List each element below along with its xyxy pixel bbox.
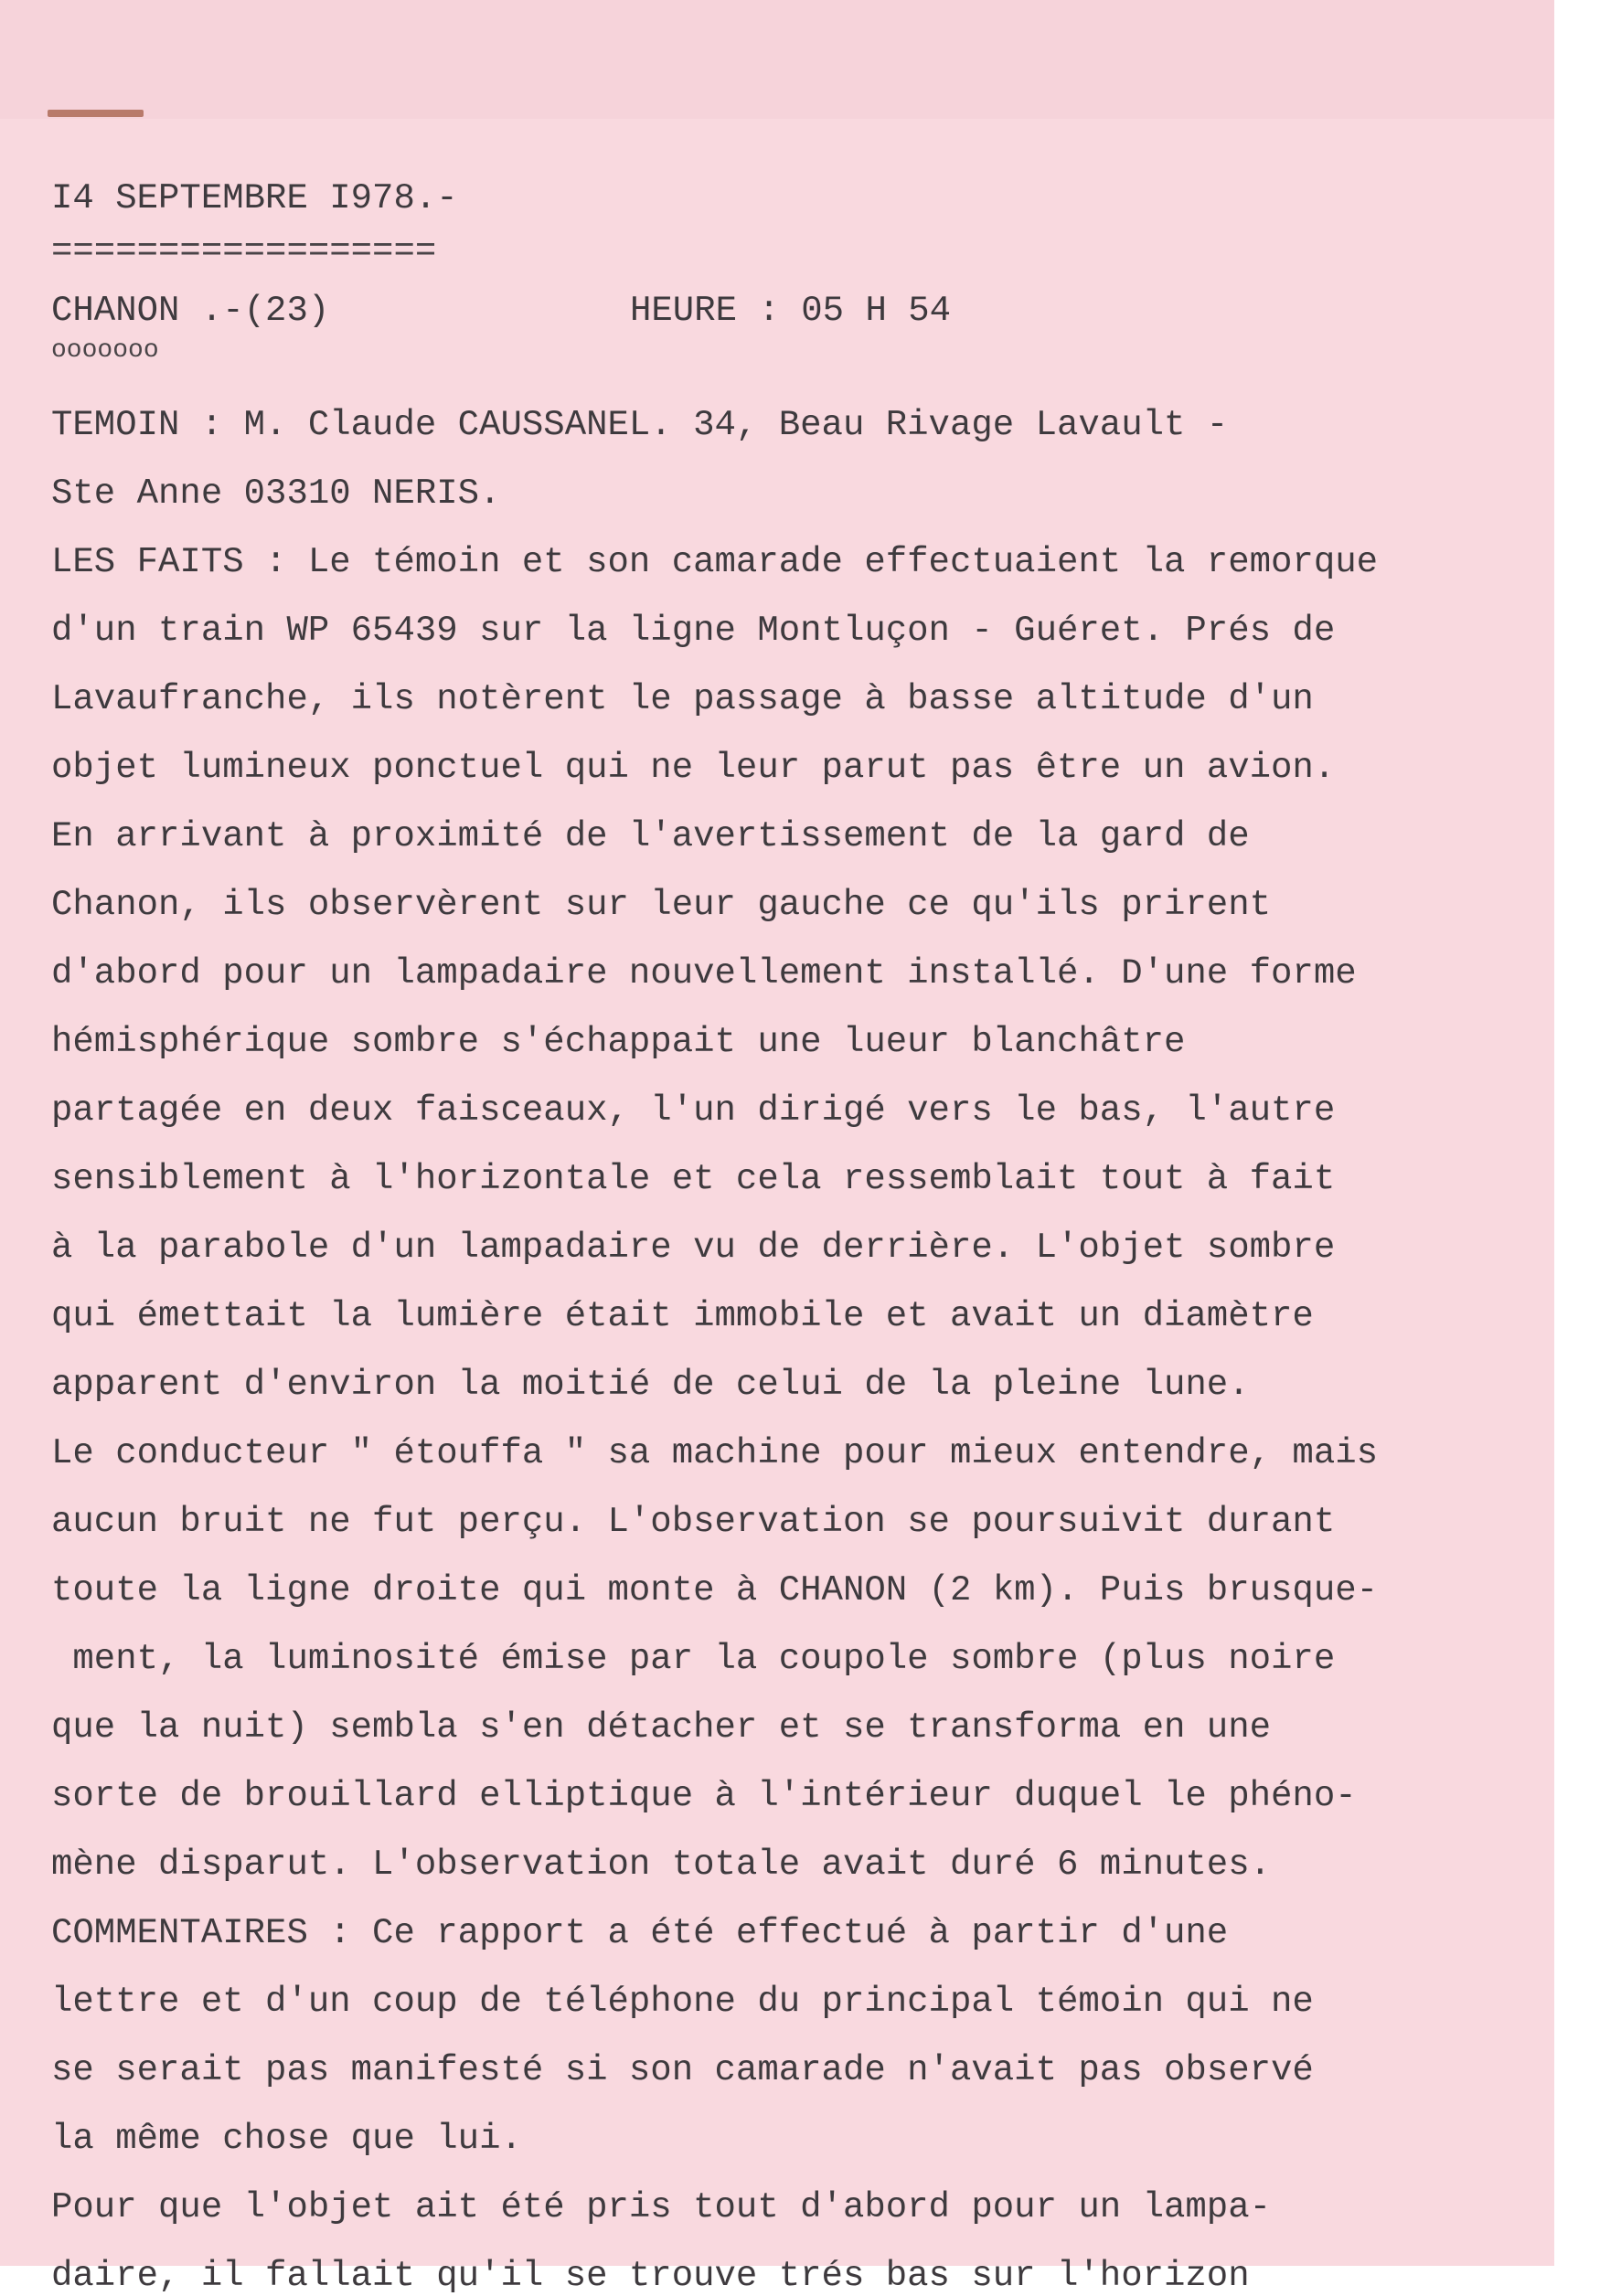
- report-line: COMMENTAIRES : Ce rapport a été effectué à partir d'une: [51, 1913, 1229, 1953]
- report-line: qui émettait la lumière était immobile et avait un diamètre: [51, 1296, 1314, 1336]
- report-line: que la nuit) sembla s'en détacher et se transforma en une: [51, 1707, 1272, 1748]
- report-line: TEMOIN : M. Claude CAUSSANEL. 34, Beau Rivage Lavault -: [51, 405, 1229, 445]
- report-line: d'abord pour un lampadaire nouvellement installé. D'une forme: [51, 953, 1357, 994]
- report-line: Pour que l'objet ait été pris tout d'abord pour un lampa-: [51, 2187, 1272, 2227]
- report-line: En arrivant à proximité de l'avertissement de la gard de: [51, 816, 1250, 856]
- report-line: Lavaufranche, ils notèrent le passage à basse altitude d'un: [51, 679, 1314, 719]
- report-line: Ste Anne 03310 NERIS.: [51, 473, 501, 514]
- date-underline: ==================: [51, 231, 437, 271]
- report-line: la même chose que lui.: [51, 2119, 522, 2159]
- place-underline: ooooooo: [51, 336, 159, 365]
- page-edge: [1554, 0, 1600, 2266]
- report-line: Chanon, ils observèrent sur leur gauche ce qu'ils prirent: [51, 885, 1272, 925]
- report-line: hémisphérique sombre s'échappait une lueur blanchâtre: [51, 1022, 1186, 1062]
- report-line: toute la ligne droite qui monte à CHANON (2 km). Puis brusque-: [51, 1570, 1379, 1610]
- report-line: Le conducteur " étouffa " sa machine pour mieux entendre, mais: [51, 1433, 1379, 1473]
- report-line: mène disparut. L'observation totale avait duré 6 minutes.: [51, 1844, 1272, 1885]
- typed-report: [51, 0, 1551, 2296]
- report-line: objet lumineux ponctuel qui ne leur parut pas être un avion.: [51, 748, 1336, 788]
- report-line: daire, il fallait qu'il se trouve trés bas sur l'horizon: [51, 2256, 1250, 2296]
- report-line: sorte de brouillard elliptique à l'intérieur duquel le phéno-: [51, 1776, 1357, 1816]
- report-line: sensiblement à l'horizontale et cela ressemblait tout à fait: [51, 1159, 1336, 1199]
- report-time: HEURE : 05 H 54: [630, 291, 952, 331]
- report-line: d'un train WP 65439 sur la ligne Montluçon - Guéret. Prés de: [51, 611, 1336, 651]
- report-line: à la parabole d'un lampadaire vu de derrière. L'objet sombre: [51, 1228, 1336, 1268]
- report-line: ment, la luminosité émise par la coupole sombre (plus noire: [51, 1639, 1336, 1679]
- report-line: lettre et d'un coup de téléphone du principal témoin qui ne: [51, 1982, 1314, 2022]
- report-line: aucun bruit ne fut perçu. L'observation se poursuivit durant: [51, 1502, 1336, 1542]
- report-line: LES FAITS : Le témoin et son camarade effectuaient la remorque: [51, 542, 1379, 582]
- report-line: apparent d'environ la moitié de celui de la pleine lune.: [51, 1365, 1250, 1405]
- report-date: I4 SEPTEMBRE I978.-: [51, 178, 458, 218]
- report-line: se serait pas manifesté si son camarade n'avait pas observé: [51, 2050, 1314, 2090]
- report-place: CHANON .-(23): [51, 291, 330, 331]
- report-line: partagée en deux faisceaux, l'un dirigé vers le bas, l'autre: [51, 1090, 1336, 1131]
